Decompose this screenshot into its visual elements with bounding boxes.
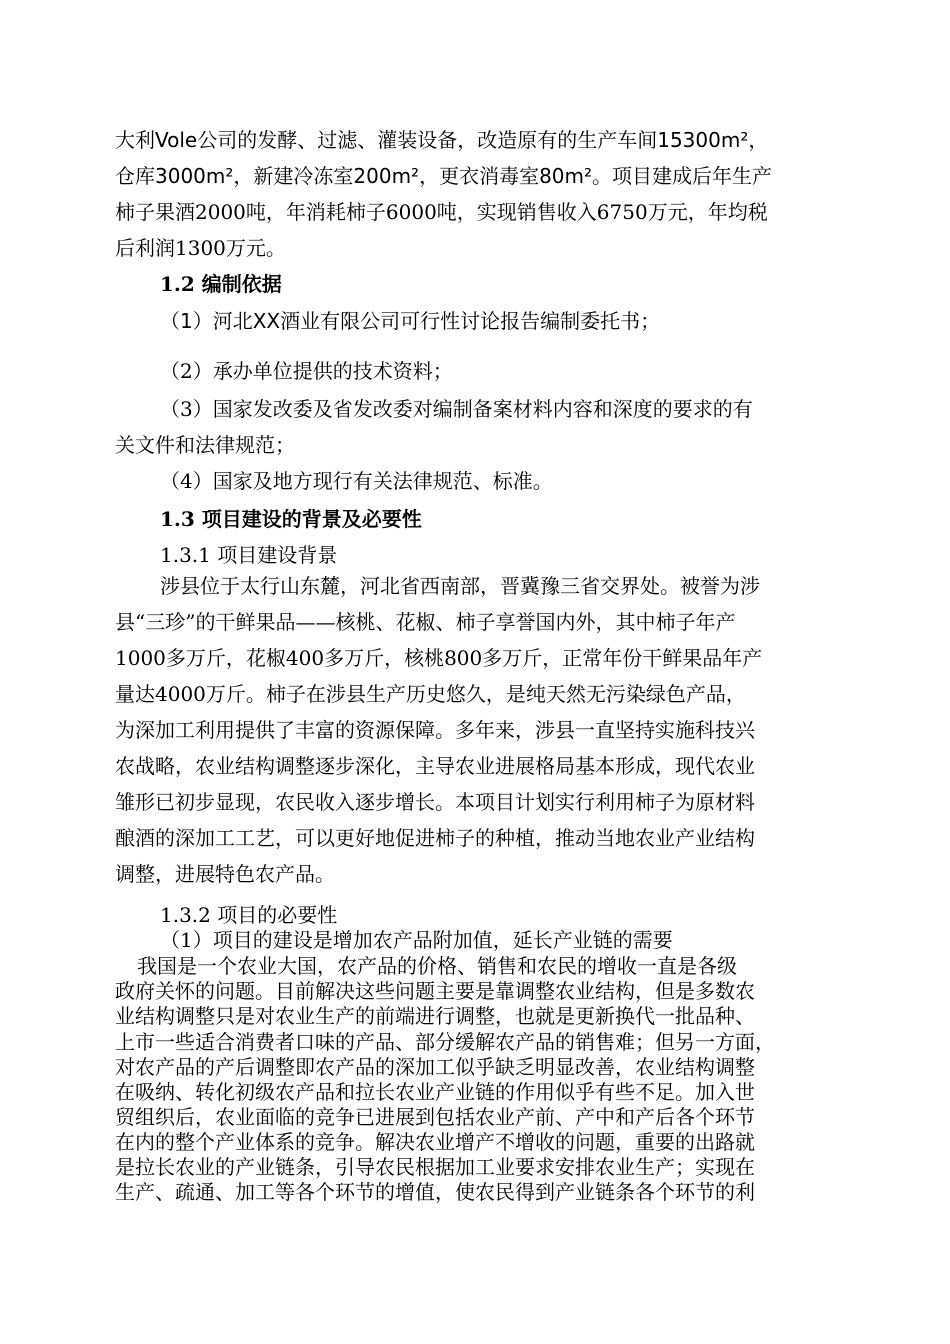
subsection-heading: 1.3.2 项目的必要性 [160, 903, 338, 927]
paragraph-line: 是拉长农业的产业链条，引导农民根据加工业要求安排农业生产；实现在 [115, 1155, 755, 1179]
paragraph-line: 在内的整个产业体系的竞争。解决农业增产不增收的问题，重要的出路就 [115, 1130, 755, 1154]
paragraph-line: 柿子果酒2000吨，年消耗柿子6000吨，实现销售收入6750万元，年均税 [115, 200, 768, 224]
paragraph-line: 调整，进展特色农产品。 [115, 862, 335, 886]
paragraph-line: 涉县位于太行山东麓，河北省西南部，晋冀豫三省交界处。被誉为涉 [160, 574, 760, 598]
list-item: （4）国家及地方现行有关法律规范、标准。 [160, 469, 553, 493]
paragraph-line: 量达4000万斤。柿子在涉县生产历史悠久，是纯天然无污染绿色产品， [115, 682, 746, 706]
paragraph-line: 县“三珍”的干鲜果品——核桃、花椒、柿子享誉国内外，其中柿子年产 [115, 610, 736, 634]
paragraph-line: 在吸纳、转化初级农产品和拉长农业产业链的作用似乎有些不足。加入世 [115, 1080, 755, 1104]
paragraph-line: 贸组织后，农业面临的竞争已进展到包括农业产前、产中和产后各个环节 [115, 1105, 755, 1129]
section-heading: 1.3 项目建设的背景及必要性 [160, 507, 422, 531]
list-item: （1）河北XX酒业有限公司可行性讨论报告编制委托书； [160, 309, 661, 333]
paragraph-line: 我国是一个农业大国，农产品的价格、销售和农民的增收一直是各级 [137, 954, 737, 978]
paragraph-line: 后利润1300万元。 [115, 236, 286, 260]
paragraph-line: 对农产品的产后调整即农产品的深加工似乎缺乏明显改善，农业结构调整 [115, 1055, 755, 1079]
paragraph-line: 政府关怀的问题。目前解决这些问题主要是靠调整农业结构，但是多数农 [115, 979, 755, 1003]
paragraph-line: 上市一些适合消费者口味的产品、部分缓解农产品的销售难；但另一方面， [115, 1030, 775, 1054]
paragraph-line: 大利Vole公司的发酵、过滤、灌装设备，改造原有的生产车间15300m²， [115, 128, 769, 152]
paragraph-line: 酿酒的深加工工艺，可以更好地促进柿子的种植，推动当地农业产业结构 [115, 826, 755, 850]
paragraph-line: 为深加工利用提供了丰富的资源保障。多年来，涉县一直坚持实施科技兴 [115, 718, 755, 742]
paragraph-line: 1000多万斤，花椒400多万斤，核桃800多万斤，正常年份干鲜果品年产 [115, 646, 763, 670]
list-item: （3）国家发改委及省发改委对编制备案材料内容和深度的要求的有 [160, 397, 753, 421]
paragraph-line: 雏形已初步显现，农民收入逐步增长。本项目计划实行利用柿子为原材料 [115, 790, 755, 814]
paragraph-line: 农战略，农业结构调整逐步深化，主导农业进展格局基本形成，现代农业 [115, 754, 755, 778]
paragraph-line: 业结构调整只是对农业生产的前端进行调整，也就是更新换代一批品种、 [115, 1004, 755, 1028]
paragraph-line: （1）项目的建设是增加农产品附加值，延长产业链的需要 [160, 928, 673, 952]
list-item: （2）承办单位提供的技术资料； [160, 359, 453, 383]
subsection-heading: 1.3.1 项目建设背景 [160, 543, 338, 567]
paragraph-line: 仓库3000m²，新建冷冻室200m²，更衣消毒室80m²。项目建成后年生产 [115, 164, 773, 188]
paragraph-line: 生产、疏通、加工等各个环节的增值，使农民得到产业链条各个环节的利 [115, 1180, 755, 1204]
section-heading: 1.2 编制依据 [160, 272, 282, 296]
list-item-continuation: 关文件和法律规范； [115, 433, 295, 457]
